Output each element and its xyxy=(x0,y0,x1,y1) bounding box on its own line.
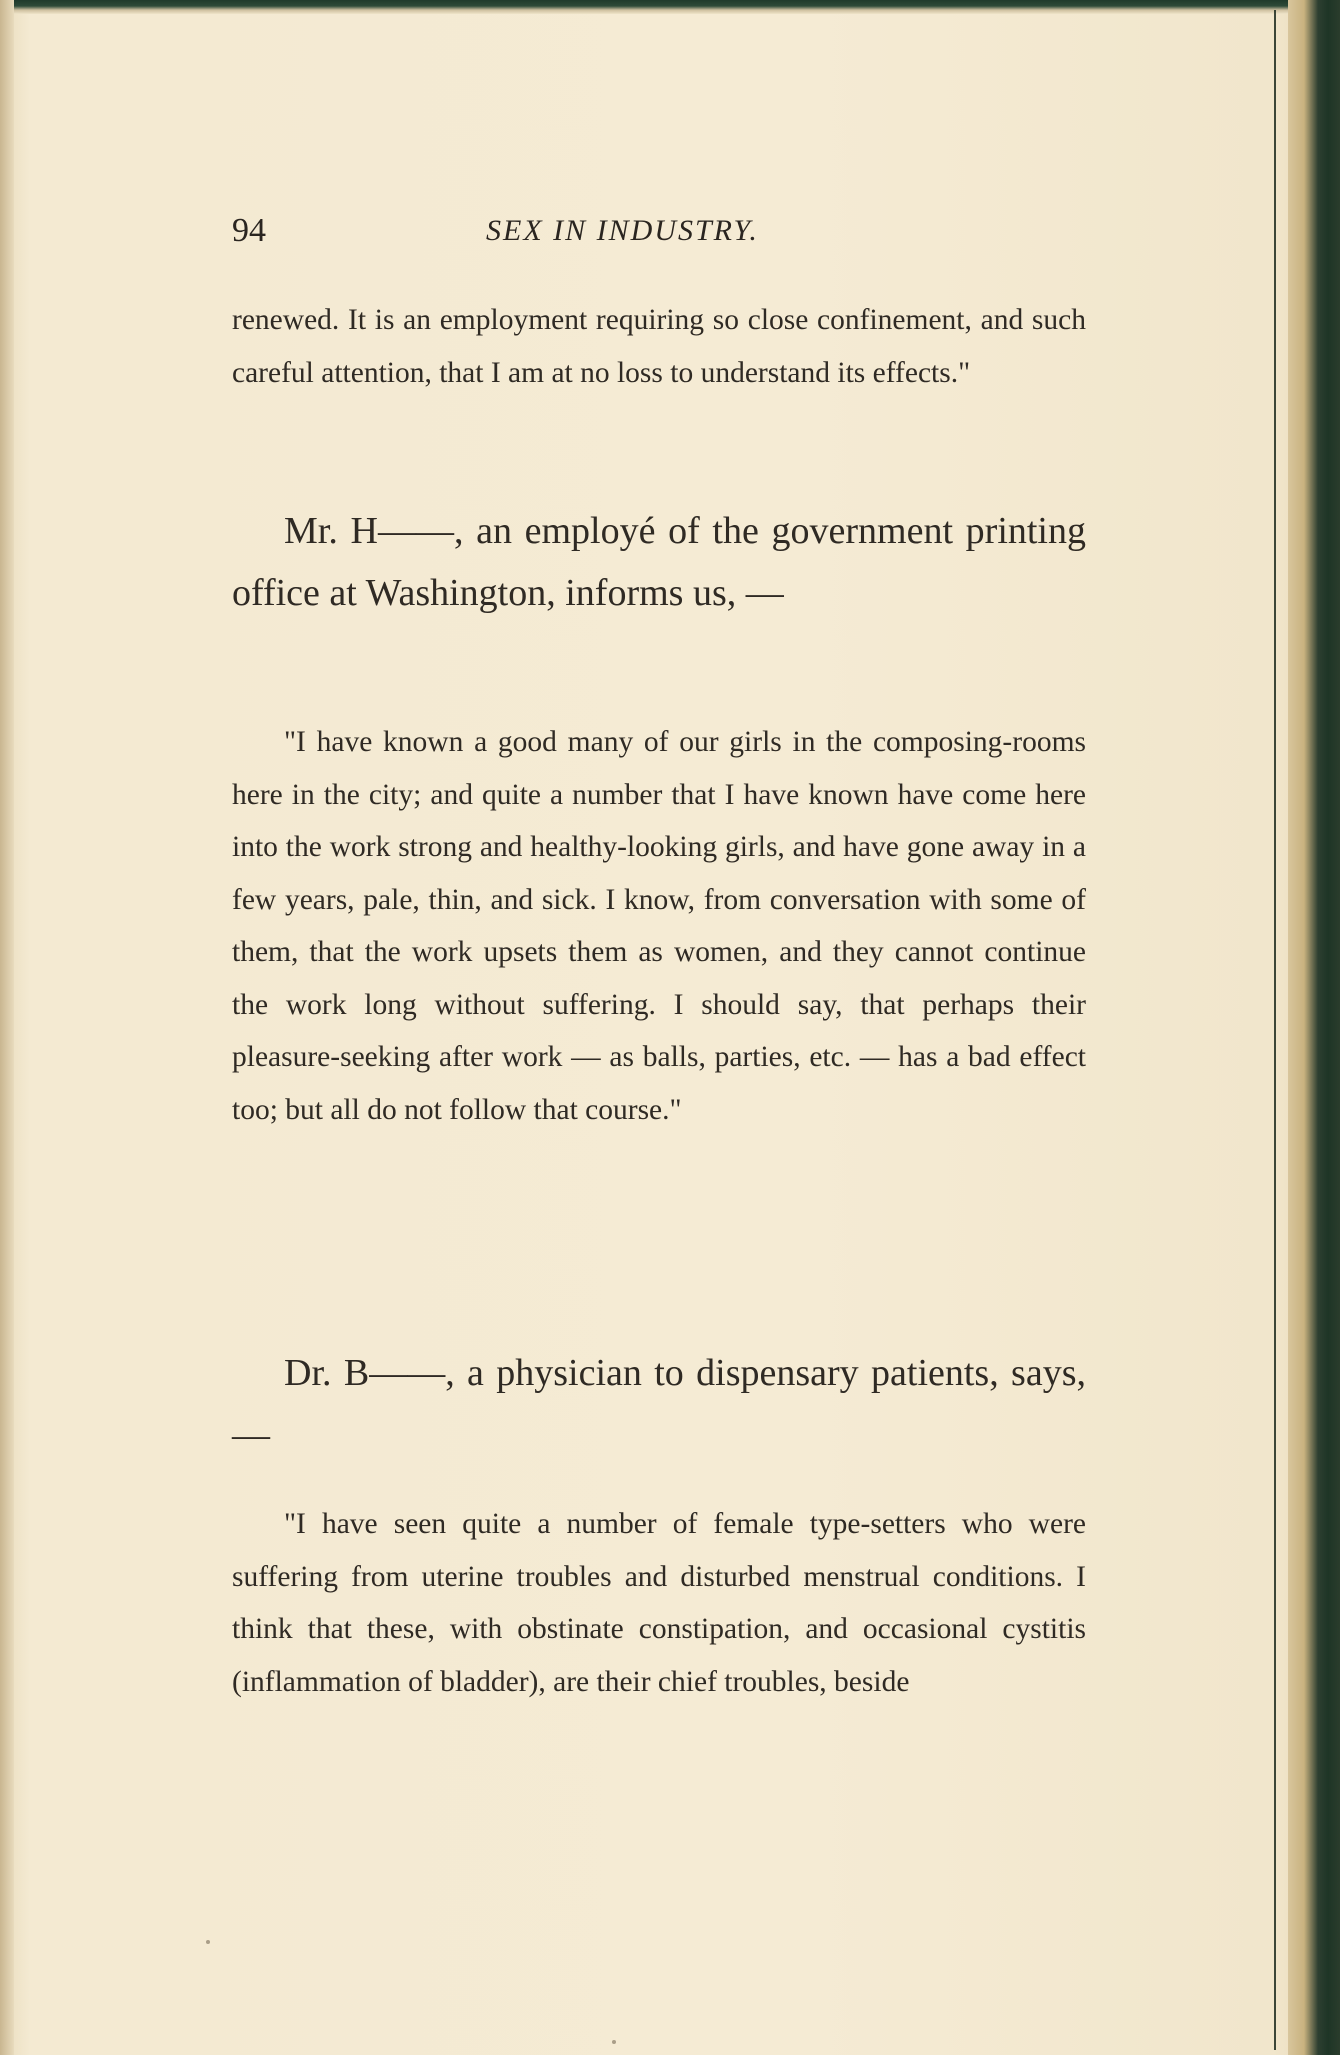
paragraph-quote-dr-b: "I have seen quite a number of female type-setters who were suffering from uterine troubles and disturbed menstrual conditions. I think that these, with obstinate constipation, and occasional cystitis (inflammation of bladder), are their chief troubles, beside xyxy=(232,1508,1086,1698)
paragraph-intro-dr-b: Dr. B——, a physician to dispensary patients, says, — xyxy=(232,1352,1086,1456)
page-number: 94 xyxy=(232,212,266,249)
paragraph-renewed: renewed. It is an employment requiring so close confinement, and such careful attention, that I am at no loss to understand its effects." xyxy=(232,304,1086,389)
paper-speck xyxy=(206,1940,210,1944)
book-cover-edge xyxy=(1288,0,1340,2055)
page-left-gutter xyxy=(0,0,14,2055)
paragraph-quote-mr-h: "I have known a good many of our girls in the composing-rooms here in the city; and quite a number that I have known have come here into the work strong and healthy-looking girls, and have gone away in a few years, pale, thin, and sick. I know, from conversation with some of them, that the work upsets them as women, and they cannot continue the work long without suffering. I should say, that perhaps their pleasure-seeking after work — as balls, parties, etc. — has a bad effect too; but all do not follow that course." xyxy=(232,726,1086,1126)
page-header xyxy=(232,212,1086,256)
paper-speck xyxy=(612,2040,616,2044)
page-fold-line xyxy=(1274,10,1276,2050)
paragraph-intro-mr-h: Mr. H——, an employé of the government printing office at Washington, informs us, — xyxy=(232,510,1086,614)
running-title: SEX IN INDUSTRY. xyxy=(486,214,759,247)
page-top-edge xyxy=(0,0,1340,14)
